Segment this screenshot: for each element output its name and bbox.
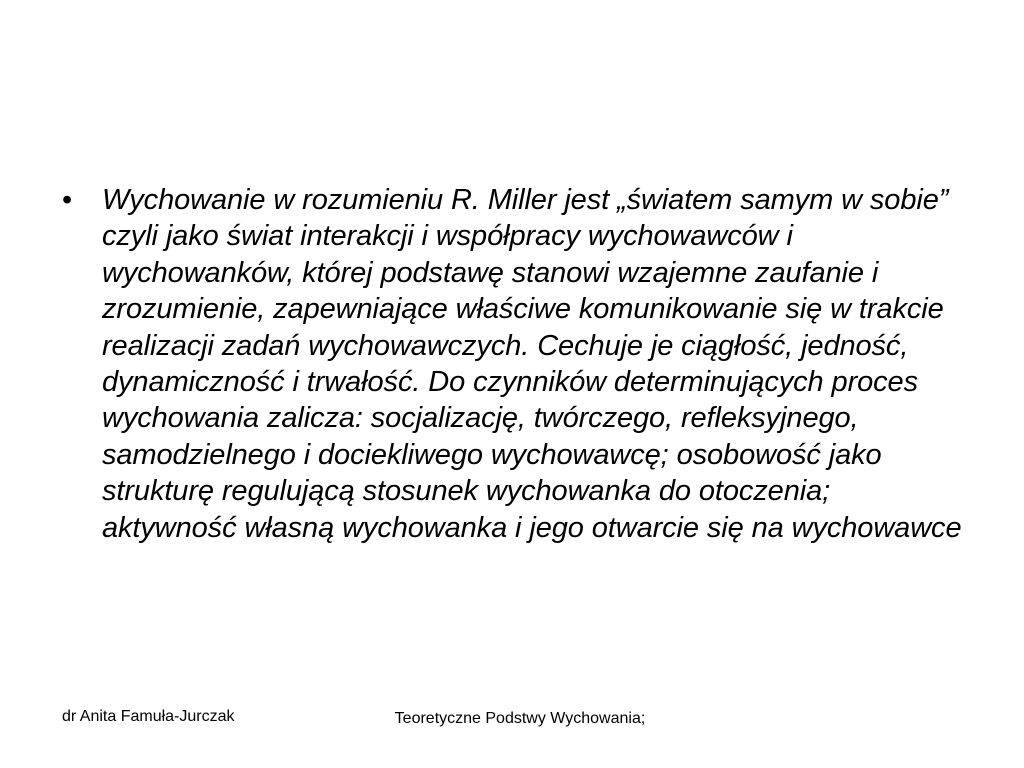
footer-author: dr Anita Famuła-Jurczak xyxy=(62,708,235,725)
bullet-icon: • xyxy=(62,184,73,216)
bullet-item xyxy=(62,182,972,546)
footer-title: Teoretyczne Podstwy Wychowania; xyxy=(394,710,646,727)
slide-content xyxy=(62,182,972,546)
bullet-text: Wychowanie w rozumieniu R. Miller jest „światem samym w sobie” czyli jako świat interakcji i współpracy wychowawców i wychowanków, której podstawę stanowi wzajemne zaufanie i zrozumienie, zapewniające właściwe komunikowanie się w trakcie realizacji zadań wychowawczych. Cechuje je ciągłość, jedność, dynamiczność i trwałość. Do czynników determinujących proces wychowania zalicza: socjalizację, twórczego, refleksyjnego, samodzielnego i dociekliwego wychowawcę; osobowość jako strukturę regulującą stosunek wychowanka do otoczenia; aktywność własną wychowanka i jego otwarcie się na wychowawce xyxy=(102,184,962,544)
